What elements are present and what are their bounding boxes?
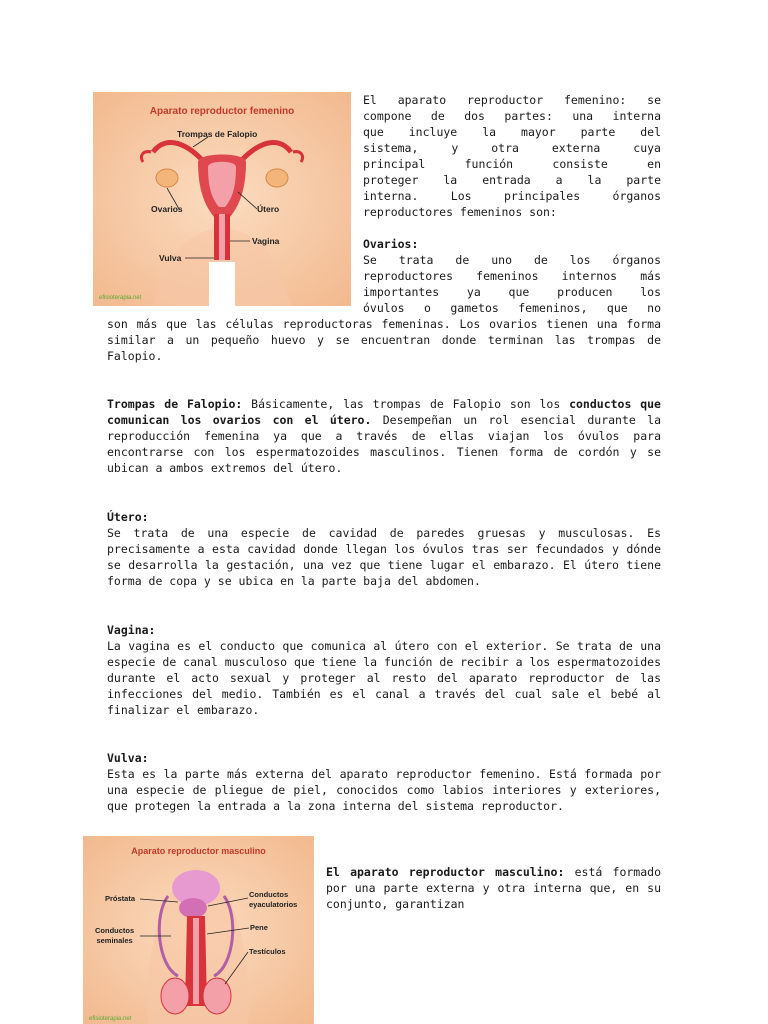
vulva-section bbox=[107, 750, 661, 814]
text-line: El aparato reproductor femenino: se bbox=[363, 93, 661, 107]
text-line: principal función consiste en bbox=[363, 157, 661, 171]
vagina-heading: Vagina: bbox=[107, 623, 156, 637]
label-ovarios: Ovarios bbox=[151, 204, 183, 214]
masculino-heading: El aparato reproductor masculino: bbox=[326, 865, 565, 879]
female-figure-title: Aparato reproductor femenino bbox=[149, 106, 295, 117]
ovarios-heading: Ovarios: bbox=[363, 237, 419, 251]
text-line: que incluye la mayor parte del bbox=[363, 125, 661, 139]
intro-block bbox=[363, 92, 661, 316]
label-trompas: Trompas de Falopio bbox=[177, 129, 258, 139]
utero-heading: Útero: bbox=[107, 510, 149, 524]
text-line: proteger la entrada a la parte bbox=[363, 173, 661, 187]
label-conductos-seminales: Conductos seminales bbox=[95, 926, 135, 945]
text-line: compone de dos partes: una interna bbox=[363, 109, 661, 123]
male-figure-title: Aparato reproductor masculino bbox=[131, 846, 266, 856]
ovarios-paragraph-continued: son más que las células reproductoras femeninas. Los ovarios tienen una forma similar a un pequeño huevo y se encuentran donde terminan las trompas de Falopio. bbox=[107, 317, 661, 363]
label-pene: Pene bbox=[250, 923, 268, 932]
text-line: reproductores femeninos son: bbox=[363, 205, 557, 219]
trompas-bold-phrase: conductos que comunican los ovarios con el útero. bbox=[107, 397, 661, 427]
label-prostata: Próstata bbox=[105, 894, 136, 903]
intro-paragraph bbox=[363, 92, 661, 220]
female-anatomy-illustration bbox=[93, 92, 351, 306]
text-line: Se trata de uno de los órganos bbox=[363, 253, 661, 267]
vagina-section bbox=[107, 622, 661, 718]
text-line: óvulos o gametos femeninos, que no bbox=[363, 301, 661, 315]
trompas-paragraph: Trompas de Falopio: Básicamente, las trompas de Falopio son los conductos que comunican los ovarios con el útero. Desempeñan un rol esencial durante la reproducción femenina ya que a través de ellas viajan los óvulos para encontrarse con los espermatozoides masculinos. Tienen forma de cordón y se ubican a ambos extremos del útero. bbox=[107, 397, 661, 475]
label-vulva: Vulva bbox=[159, 253, 182, 263]
text-line: reproductores femeninos internos más bbox=[363, 269, 661, 283]
vulva-heading: Vulva: bbox=[107, 751, 149, 765]
masculino-paragraph: El aparato reproductor masculino: está formado por una parte externa y otra interna que, en su conjunto, garantizan bbox=[326, 865, 661, 911]
text-line: sistema, y otra externa cuya bbox=[363, 141, 661, 155]
male-figure-watermark: efisioterapia.net bbox=[89, 1016, 132, 1022]
label-utero: Útero bbox=[257, 204, 280, 214]
female-reproductive-figure bbox=[93, 92, 351, 306]
label-conductos-eyaculatorios: Conductos eyaculatorios bbox=[249, 890, 298, 909]
ovarios-paragraph-start bbox=[363, 252, 661, 316]
utero-section bbox=[107, 509, 661, 589]
female-figure-watermark: efisioterapia.net bbox=[99, 295, 142, 301]
label-vagina: Vagina bbox=[252, 236, 280, 246]
vagina-paragraph: La vagina es el conducto que comunica al útero con el exterior. Se trata de una especie de canal musculoso que tiene la función de recibir a los espermatozoides durante el acto sexual y proteger al resto del aparato reproductor de las infecciones del medio. También es el canal a través del cual sale el bebé al finalizar el embarazo. bbox=[107, 639, 661, 717]
text-line: importantes ya que producen los bbox=[363, 285, 661, 299]
text-line: interna. Los principales órganos bbox=[363, 189, 661, 203]
vulva-paragraph: Esta es la parte más externa del aparato reproductor femenino. Está formada por una especie de pliegue de piel, conocidos como labios interiores y exteriores, que protegen la entrada a la zona interna del sistema reproductor. bbox=[107, 767, 661, 813]
utero-paragraph: Se trata de una especie de cavidad de paredes gruesas y musculosas. Es precisamente a esta cavidad donde llegan los óvulos tras ser fecundados y dónde se desarrolla la gestación, una vez que tiene lugar el embarazo. El útero tiene forma de copa y se ubica en la parte baja del abdomen. bbox=[107, 526, 661, 588]
male-reproductive-figure bbox=[83, 836, 314, 1024]
trompas-heading: Trompas de Falopio: bbox=[107, 397, 243, 411]
label-testiculos: Testículos bbox=[249, 947, 286, 956]
